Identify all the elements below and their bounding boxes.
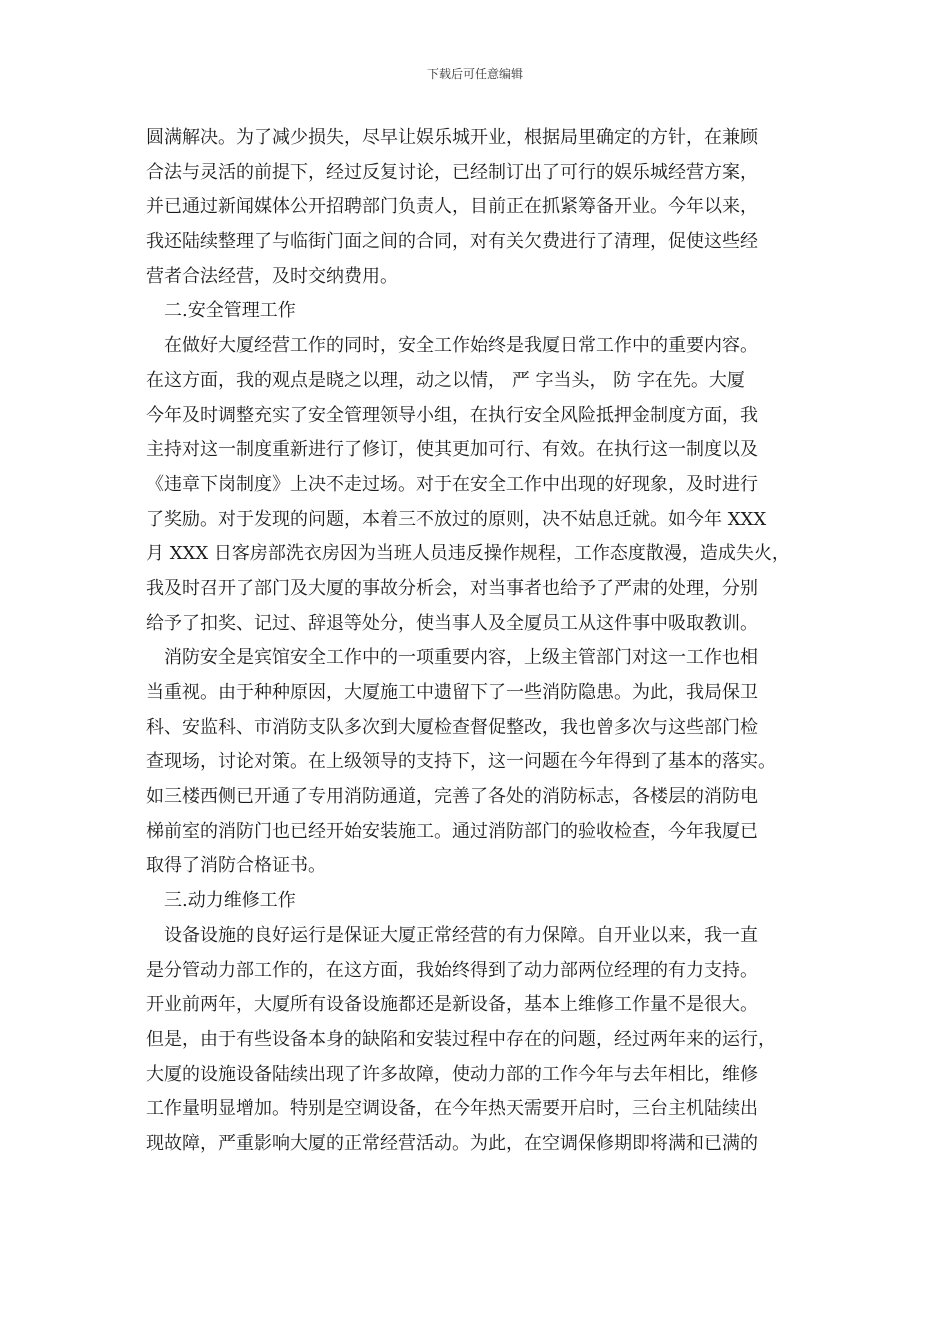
text-line: 设备设施的良好运行是保证大厦正常经营的有力保障。自开业以来，我一直: [164, 924, 758, 946]
text-line: 营者合法经营，及时交纳费用。: [146, 265, 398, 287]
text-line: 查现场，讨论对策。在上级领导的支持下，这一问题在今年得到了基本的落实。: [146, 751, 776, 773]
text-line: 工作量明显增加。特别是空调设备，在今年热天需要开启时，三台主机陆续出: [146, 1098, 758, 1120]
document-body: [146, 121, 810, 1162]
text-line: 取得了消防合格证书。: [146, 855, 326, 877]
text-line: 了奖励。对于发现的问题，本着三不放过的原则，决不姑息迁就。如今年 XXX: [146, 508, 767, 530]
text-line: 《违章下岗制度》上决不走过场。对于在安全工作中出现的好现象，及时进行: [146, 473, 758, 495]
text-line: 月 XXX 日客房部洗衣房因为当班人员违反操作规程，工作态度散漫，造成失火，: [146, 543, 790, 565]
text-line: 圆满解决。为了减少损失，尽早让娱乐城开业，根据局里确定的方针，在兼顾: [146, 127, 758, 148]
text-line: 三.动力维修工作: [164, 890, 296, 912]
text-line: 当重视。由于种种原因，大厦施工中遗留下了一些消防隐患。为此，我局保卫: [146, 682, 758, 703]
text-line: 现故障，严重影响大厦的正常经营活动。为此，在空调保修期即将满和已满的: [146, 1132, 758, 1154]
text-line: 在这方面，我的观点是晓之以理，动之以情， 严 字当头， 防 字在先。大厦: [146, 369, 745, 391]
text-line: 并已通过新闻媒体公开招聘部门负责人，目前正在抓紧筹备开业。今年以来，: [146, 196, 758, 218]
text-line: 消防安全是宾馆安全工作中的一项重要内容，上级主管部门对这一工作也相: [164, 647, 758, 669]
text-line: 今年及时调整充实了安全管理领导小组，在执行安全风险抵押金制度方面，我: [146, 404, 758, 426]
text-line: 合法与灵活的前提下，经过反复讨论，已经制订出了可行的娱乐城经营方案，: [146, 161, 758, 183]
text-line: 但是，由于有些设备本身的缺陷和安装过程中存在的问题，经过两年来的运行，: [146, 1028, 776, 1050]
text-line: 在做好大厦经营工作的同时，安全工作始终是我厦日常工作中的重要内容。: [164, 335, 758, 357]
page-header: 下载后可任意编辑: [426, 67, 523, 81]
text-line: 二.安全管理工作: [164, 300, 296, 322]
text-line: 给予了扣奖、记过、辞退等处分，使当事人及全厦员工从这件事中吸取教训。: [146, 612, 758, 634]
text-line: 开业前两年，大厦所有设备设施都还是新设备，基本上维修工作量不是很大。: [146, 994, 758, 1016]
text-line: 梯前室的消防门也已经开始安装施工。通过消防部门的验收检查，今年我厦已: [146, 820, 758, 842]
text-line: 我及时召开了部门及大厦的事故分析会，对当事者也给予了严肃的处理，分别: [146, 577, 758, 599]
text-line: 我还陆续整理了与临街门面之间的合同，对有关欠费进行了清理，促使这些经: [146, 231, 758, 253]
text-line: 科、安监科、市消防支队多次到大厦检查督促整改，我也曾多次与这些部门检: [146, 716, 758, 738]
text-line: 大厦的设施设备陆续出现了许多故障，使动力部的工作今年与去年相比，维修: [146, 1063, 758, 1085]
text-line: 是分管动力部工作的，在这方面，我始终得到了动力部两位经理的有力支持。: [146, 959, 758, 981]
text-line: 主持对这一制度重新进行了修订，使其更加可行、有效。在执行这一制度以及: [146, 439, 758, 461]
text-line: 如三楼西侧已开通了专用消防通道，完善了各处的消防标志，各楼层的消防电: [146, 786, 758, 808]
